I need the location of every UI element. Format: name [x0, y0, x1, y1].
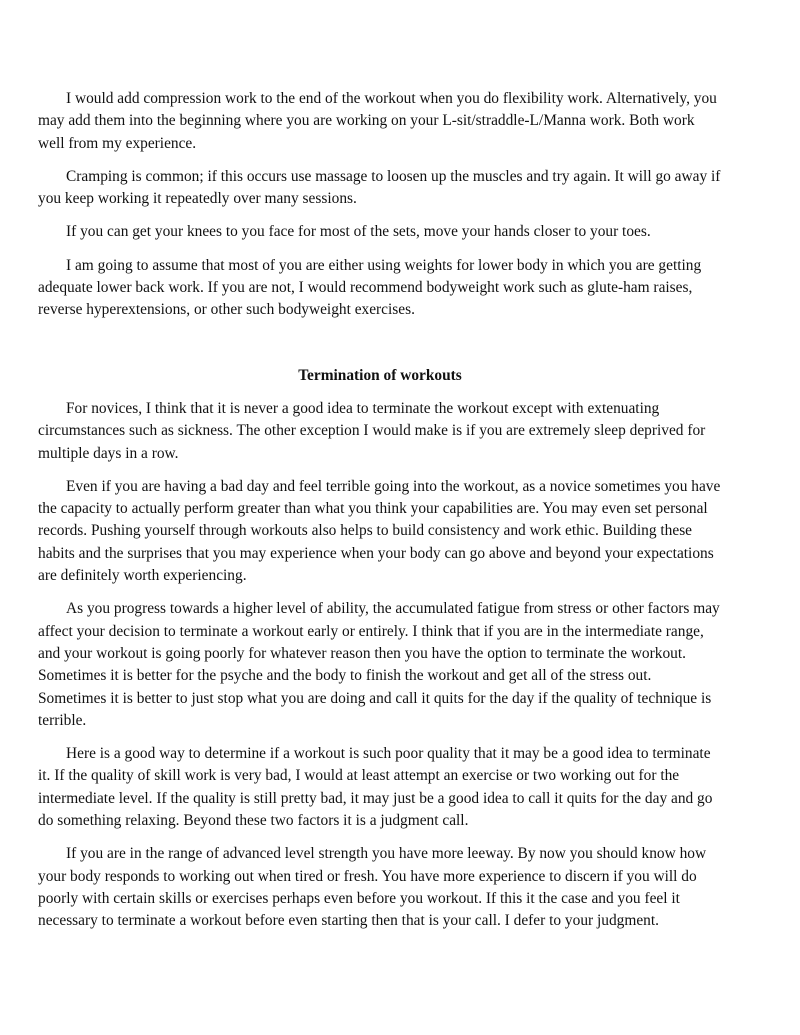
paragraph-novices: For novices, I think that it is never a good idea to terminate the workout except with extenuating circumstances such as sickness. The other exception I would make is if you are extremely sleep deprived for multiple days in a row. — [38, 399, 706, 462]
document-page — [38, 88, 722, 944]
paragraph-lower-back-work: I am going to assume that most of you are either using weights for lower body in which you are getting adequate lower back work. If you are not, I would recommend bodyweight work such as glute-ham raises, reverse hyperextensions, or other such bodyweight exercises. — [38, 256, 702, 319]
paragraph-knees-to-face: If you can get your knees to you face for most of the sets, move your hands closer to your toes. — [66, 223, 651, 241]
section-spacer — [38, 333, 722, 365]
paragraph-cramping: Cramping is common; if this occurs use massage to loosen up the muscles and try again. It will go away if you keep working it repeatedly over many sessions. — [38, 167, 721, 208]
paragraph-progress: As you progress towards a higher level of ability, the accumulated fatigue from stress or other factors may affect your decision to terminate a workout early or entirely. I think that if you are in the intermediate range, and your workout is going poorly for whatever reason then you have the option to terminate the workout. Sometimes it is better for the psyche and the body to finish the workout and get all of the stress out. Sometimes it is better to just stop what you are doing and call it quits for the day if the quality of technique is terrible. — [38, 600, 720, 729]
paragraph-bad-day: Even if you are having a bad day and feel terrible going into the workout, as a novice sometimes you have the capacity to actually perform greater than what you think your capabilities are. You may even set personal records. Pushing yourself through workouts also helps to build consistency and work ethic. Building these habits and the surprises that you may experience when your body can go above and beyond your expectations are definitely worth experiencing. — [38, 477, 721, 585]
section-heading: Termination of workouts — [298, 366, 462, 384]
paragraph-poor-quality: Here is a good way to determine if a workout is such poor quality that it may be a good idea to terminate it. If the quality of skill work is very bad, I would at least attempt an exercise or two working out for the intermediate level. If the quality is still pretty bad, it may just be a good idea to call it quits for the day and go do something relaxing. Beyond these two factors it is a judgment call. — [38, 745, 713, 830]
paragraph-advanced: If you are in the range of advanced level strength you have more leeway. By now you should know how your body responds to working out when tired or fresh. You have more experience to discern if you will do poorly with certain skills or exercises perhaps even before you workout. If this it the case and you feel it necessary to terminate a workout before even starting then that is your call. I defer to your judgment. — [38, 845, 707, 930]
paragraph-compression-work: I would add compression work to the end of the workout when you do flexibility work. Alternatively, you may add them into the beginning where you are working on your L-sit/straddle-L/Manna work. Both work well from my experience. — [38, 90, 717, 152]
